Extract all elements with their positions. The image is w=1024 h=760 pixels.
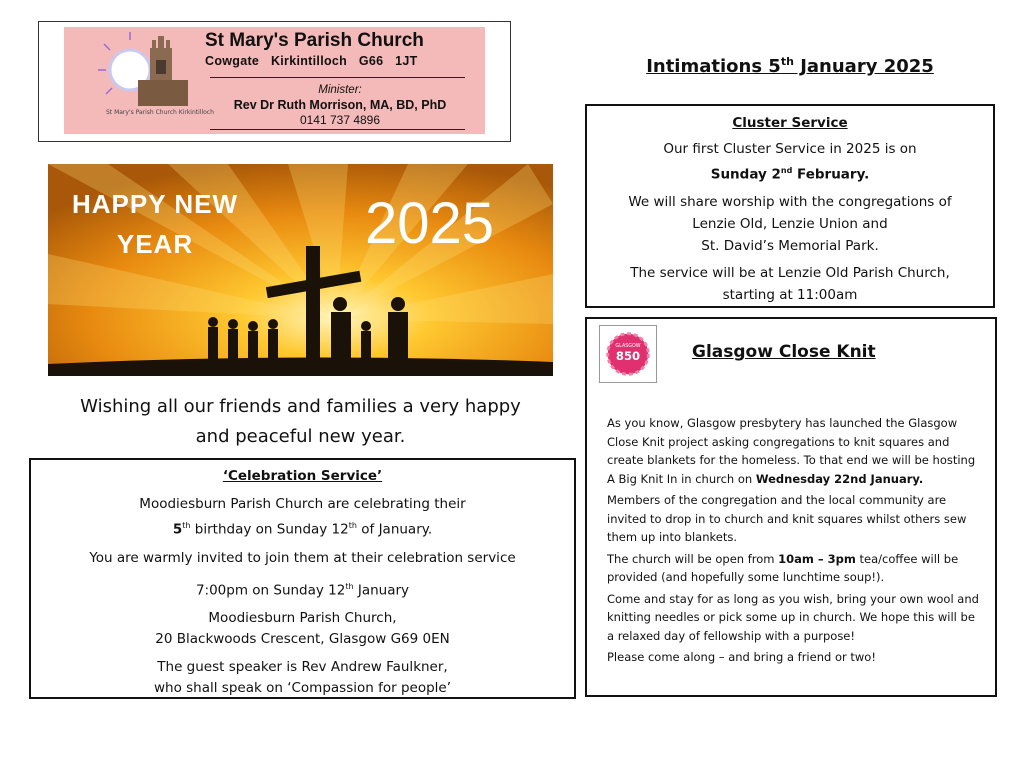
knit-paragraph-3: The church will be open from 10am – 3pm tea/coffee will be provided (and hopefully some lunchtime soup!). bbox=[607, 551, 959, 584]
celebration-speaker-2: who shall speak on ‘Compassion for people’ bbox=[154, 680, 451, 696]
knit-paragraph-2: Members of the congregation and the local community are invited to drop in to church and knit squares whilst others sew them up into blankets. bbox=[607, 493, 967, 544]
celebration-venue-1: Moodiesburn Parish Church, bbox=[208, 610, 397, 626]
wishing-line-1: Wishing all our friends and families a very happy bbox=[80, 396, 521, 417]
logo-caption: St Mary's Parish Church Kirkintilloch bbox=[106, 109, 214, 116]
celebration-line-1: Moodiesburn Parish Church are celebrating their bbox=[139, 496, 466, 512]
knit-paragraph-1: As you know, Glasgow presbytery has launched the Glasgow Close Knit project asking congregations to knit squares and create blankets for the homeless. To that end we will be hosting A Big Knit In in church on Wednesday 22nd January. bbox=[607, 416, 976, 486]
celebration-service-box bbox=[29, 458, 576, 699]
cluster-share-2: Lenzie Old, Lenzie Union and bbox=[692, 215, 888, 232]
cluster-venue-2: starting at 11:00am bbox=[722, 286, 858, 303]
knit-body bbox=[607, 414, 982, 670]
church-name: St Mary's Parish Church bbox=[205, 30, 424, 51]
celebration-invite: You are warmly invited to join them at their celebration service bbox=[89, 549, 516, 566]
knit-title: Glasgow Close Knit bbox=[692, 342, 876, 362]
glasgow-850-logo-icon bbox=[599, 325, 657, 383]
cluster-share-1: We will share worship with the congregations of bbox=[628, 193, 952, 210]
divider bbox=[210, 77, 465, 78]
minister-phone: 0141 737 4896 bbox=[299, 113, 381, 127]
knit-paragraph-5: Please come along – and bring a friend or two! bbox=[607, 650, 876, 664]
knit-paragraph-4: Come and stay for as long as you wish, bring your own wool and knitting needles or pick some up in church. We hope this will be a relaxed day of fellowship with a purpose! bbox=[607, 591, 979, 643]
church-logo-icon bbox=[98, 30, 214, 118]
church-address: Cowgate Kirkintilloch G66 1JT bbox=[205, 54, 418, 68]
cluster-date: Sunday 2nd February. bbox=[710, 166, 870, 183]
cluster-share-3: St. David’s Memorial Park. bbox=[701, 237, 879, 254]
celebration-venue-2: 20 Blackwoods Crescent, Glasgow G69 0EN bbox=[155, 631, 450, 647]
wishing-line-2: and peaceful new year. bbox=[195, 426, 406, 447]
minister-name: Rev Dr Ruth Morrison, MA, BD, PhD bbox=[233, 98, 447, 112]
celebration-time: 7:00pm on Sunday 12th January bbox=[195, 581, 410, 598]
cluster-title: Cluster Service bbox=[732, 115, 848, 131]
minister-label: Minister: bbox=[318, 84, 362, 96]
cluster-venue-1: The service will be at Lenzie Old Parish Church, bbox=[630, 264, 950, 281]
wishing-message bbox=[48, 392, 553, 452]
page-title: Intimations 5th January 2025 bbox=[646, 55, 934, 77]
logo-top-text: GLASGOW bbox=[615, 344, 641, 350]
happy-new-year-text: HAPPY NEW YEAR bbox=[72, 189, 238, 259]
cluster-service-box bbox=[585, 104, 995, 308]
celebration-speaker-1: The guest speaker is Rev Andrew Faulkner, bbox=[157, 659, 448, 675]
year-text: 2025 bbox=[365, 191, 495, 256]
logo-number: 850 bbox=[615, 348, 641, 363]
cluster-line-1: Our first Cluster Service in 2025 is on bbox=[663, 141, 917, 157]
celebration-line-2: 5th birthday on Sunday 12th of January. bbox=[172, 521, 433, 538]
divider bbox=[210, 129, 465, 130]
celebration-title: ‘Celebration Service’ bbox=[222, 468, 383, 484]
